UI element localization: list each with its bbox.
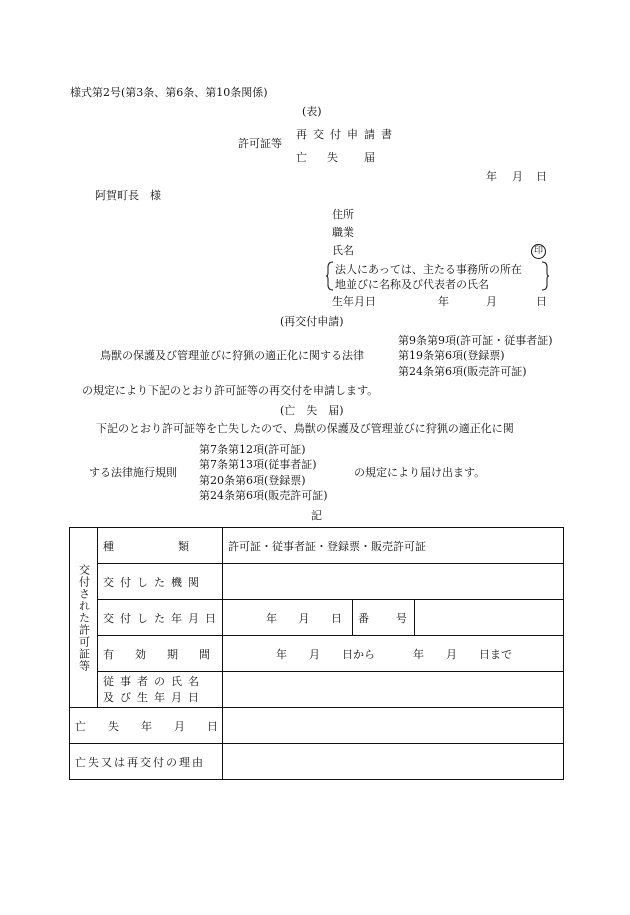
issuer-value[interactable]	[223, 564, 564, 600]
number-label: 番 号	[353, 600, 415, 636]
record-mark: 記	[311, 509, 322, 522]
date-year: 年	[486, 170, 497, 183]
loss-line2-prefix: する法律施行規則	[89, 466, 177, 479]
seal-mark	[531, 244, 546, 259]
validity-label: 有効期間	[98, 636, 223, 672]
left-brace-icon	[326, 261, 334, 291]
right-brace-icon	[541, 261, 549, 291]
corp-note-line1: 法人にあっては、主たる事務所の所在	[335, 263, 522, 276]
table-row-reason	[70, 744, 564, 780]
birth-day: 日	[536, 295, 547, 308]
validity-value[interactable]	[223, 636, 564, 672]
loss-article-3: 第20条第6項(登録票)	[199, 474, 306, 487]
reissue-heading: (再交付申請)	[280, 315, 344, 328]
loss-article-1: 第7条第12項(許可証)	[199, 443, 306, 456]
birth-month: 月	[486, 295, 497, 308]
title-loss-a: 亡	[296, 151, 307, 164]
valid-to: 年 月 日まで	[413, 647, 512, 661]
loss-line1: 下記のとおり許可証等を亡失したので、鳥獣の保護及び管理並びに狩猟の適正化に関	[96, 422, 514, 435]
table-row-issuer	[70, 564, 564, 600]
worker-label-line1: 従事者の氏名	[103, 674, 205, 688]
date-month: 月	[512, 170, 523, 183]
issuer-label: 交付した機関	[98, 564, 223, 600]
reissue-article-3: 第24条第6項(販売許可証)	[398, 365, 527, 378]
birth-year: 年	[438, 295, 449, 308]
form-number: 様式第2号(第3条、第6条、第10条関係)	[70, 86, 268, 99]
birth-label: 生年月日	[332, 295, 376, 308]
reason-label: 亡失又は再交付の理由	[70, 744, 223, 780]
reissue-article-2: 第19条第6項(登録票)	[398, 349, 505, 362]
table-row-worker	[70, 672, 564, 708]
loss-date-label: 亡失年月日	[70, 708, 223, 744]
loss-heading: (亡 失 届)	[280, 404, 344, 417]
number-value[interactable]	[415, 600, 564, 636]
seal-icon: 印	[531, 244, 546, 259]
issue-month: 月	[298, 611, 310, 625]
table-row-kind	[70, 528, 564, 564]
loss-article-2: 第7条第13項(従事者証)	[199, 458, 317, 471]
name-label: 氏名	[332, 244, 354, 257]
addressee: 阿賀町長 様	[95, 189, 161, 202]
title-prefix: 許可証等	[238, 137, 282, 150]
reissue-article-1: 第9条第9項(許可証・従事者証)	[398, 334, 553, 347]
permit-table	[69, 527, 564, 780]
corp-note-line2: 地並びに名称及び代表者の氏名	[335, 278, 489, 291]
reissue-law-name: 鳥獣の保護及び管理並びに狩猟の適正化に関する法律	[100, 349, 364, 362]
reason-value[interactable]	[223, 744, 564, 780]
date-day: 日	[536, 170, 547, 183]
worker-label	[98, 672, 223, 708]
title-reissue: 再交付申請書	[296, 128, 398, 141]
group-label: 交付された許可証等	[70, 528, 98, 708]
issue-date-label: 交付した年月日	[98, 600, 223, 636]
reissue-closing: の規定により下記のとおり許可証等の再交付を申請します。	[82, 384, 379, 397]
table-row-loss-date	[70, 708, 564, 744]
loss-date-value[interactable]	[223, 708, 564, 744]
occupation-label: 職業	[332, 226, 354, 239]
title-loss-b: 失	[327, 151, 338, 164]
worker-value[interactable]	[223, 672, 564, 708]
kind-label: 種類	[98, 528, 223, 564]
loss-article-4: 第24条第6項(販売許可証)	[199, 489, 328, 502]
side-label: (表)	[302, 105, 322, 118]
loss-closing: の規定により届け出ます。	[354, 466, 486, 479]
issue-day: 日	[331, 611, 342, 625]
worker-label-line2: 及び生年月日	[103, 690, 205, 704]
issue-date-value[interactable]	[223, 600, 353, 636]
address-label: 住所	[332, 208, 354, 221]
kind-value: 許可証・従事者証・登録票・販売許可証	[223, 528, 564, 564]
title-loss-c: 届	[364, 151, 375, 164]
table-row-validity	[70, 636, 564, 672]
valid-from: 年 月 日から	[276, 647, 375, 661]
table-row-issue-date	[70, 600, 564, 636]
issue-year: 年	[266, 611, 277, 625]
